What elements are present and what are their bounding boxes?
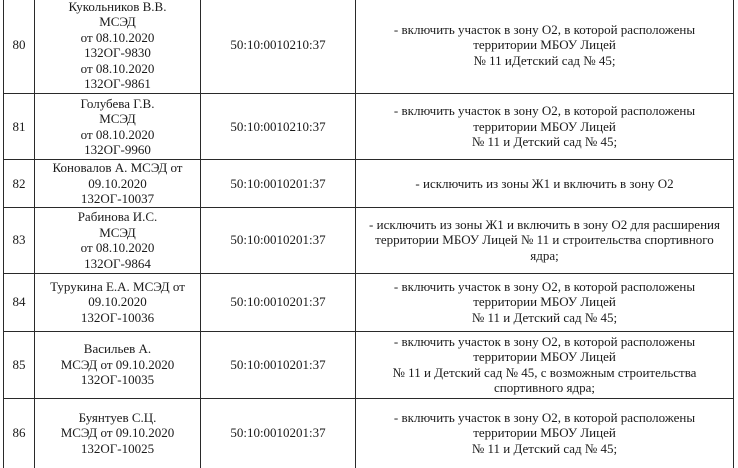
- proposal-line: - включить участок в зону О2, в которой расположены: [393, 103, 696, 119]
- proposal-line: территории МБОУ Лицей: [473, 37, 616, 53]
- row-number: 86: [4, 398, 35, 468]
- proposal-line: - включить участок в зону О2, в которой расположены: [393, 21, 696, 37]
- applicant-line: МСЭД: [99, 111, 136, 126]
- row-number: 82: [4, 160, 35, 208]
- applicant-line: 132ОГ-10036: [80, 309, 155, 325]
- table-row: [4, 398, 734, 468]
- applicant-line: 132ОГ-10035: [80, 372, 155, 388]
- cadastral-number: 50:10:0010201:37: [201, 160, 356, 208]
- proposal-cell: [356, 94, 734, 160]
- row-number: 81: [4, 94, 35, 160]
- proposal-cell: [356, 0, 734, 94]
- applicant-line: Рабинова И.С.: [77, 209, 158, 224]
- proposal-line: - включить участок в зону О2, в которой расположены: [393, 333, 696, 349]
- proposal-line: территории МБОУ Лицей: [473, 294, 616, 310]
- applicant-line: 09.10.2020: [88, 294, 147, 310]
- applicant-line: Коновалов А. МСЭД от: [52, 160, 183, 175]
- applicant-cell: [35, 398, 201, 468]
- applicant-cell: [35, 207, 201, 273]
- table-row: [4, 160, 734, 208]
- proposal-line: № 11 и Детский сад № 45;: [471, 440, 618, 456]
- proposal-line: № 11 и Детский сад № 45;: [471, 134, 618, 150]
- applicant-cell: [35, 94, 201, 160]
- proposal-line: спортивного ядра;: [493, 380, 596, 395]
- applicant-line: 132ОГ-10037: [80, 191, 155, 206]
- applicant-cell: [35, 331, 201, 398]
- table-row: [4, 94, 734, 160]
- table-row: [4, 273, 734, 331]
- applicant-line: Кукольников В.В.: [68, 0, 167, 14]
- proposal-cell: [356, 331, 734, 398]
- table-row: [4, 207, 734, 273]
- cadastral-number: 50:10:0010201:37: [201, 398, 356, 468]
- applicant-line: Буянтуев С.Ц.: [78, 409, 157, 425]
- applicant-line: МСЭД от 09.10.2020: [60, 356, 175, 372]
- proposal-line: территории МБОУ Лицей: [473, 118, 616, 134]
- applicant-line: от 08.10.2020: [80, 60, 155, 76]
- proposal-cell: [356, 398, 734, 468]
- applicant-line: 132ОГ-9960: [84, 142, 151, 157]
- proposal-line: ядра;: [530, 247, 559, 263]
- row-number: 85: [4, 331, 35, 398]
- cadastral-number: 50:10:0010210:37: [201, 94, 356, 160]
- proposal-line: территории МБОУ Лицей: [473, 425, 616, 441]
- applicant-cell: [35, 273, 201, 331]
- applicant-line: МСЭД: [99, 14, 136, 29]
- applicant-line: 132ОГ-10025: [80, 440, 155, 456]
- applicant-line: Васильев А.: [83, 341, 152, 357]
- applicant-line: от 08.10.2020: [80, 240, 155, 255]
- applicant-line: МСЭД от 09.10.2020: [60, 425, 175, 441]
- cadastral-number: 50:10:0010201:37: [201, 207, 356, 273]
- applicant-line: от 08.10.2020: [80, 29, 155, 45]
- proposal-line: - исключить из зоны Ж1 и включить в зону О2: [415, 175, 674, 191]
- applicant-line: от 08.10.2020: [80, 126, 155, 142]
- proposal-cell: [356, 207, 734, 273]
- cadastral-number: 50:10:0010201:37: [201, 331, 356, 398]
- applicant-line: Голубева Г.В.: [80, 95, 155, 111]
- proposal-cell: [356, 160, 734, 208]
- row-number: 80: [4, 0, 35, 94]
- applicant-line: МСЭД: [99, 224, 136, 240]
- applicant-line: 132ОГ-9861: [84, 76, 151, 91]
- proposal-line: № 11 и Детский сад № 45, с возможным строительства: [392, 364, 697, 380]
- proposal-cell: [356, 273, 734, 331]
- proposal-line: - включить участок в зону О2, в которой расположены: [393, 278, 696, 294]
- applicant-line: 132ОГ-9830: [84, 45, 151, 60]
- proposals-table: [3, 0, 734, 468]
- proposal-line: - исключить из зоны Ж1 и включить в зону О2 для расширения: [369, 216, 720, 232]
- applicant-line: 09.10.2020: [88, 175, 147, 191]
- applicant-cell: [35, 160, 201, 208]
- applicant-line: Турукина Е.А. МСЭД от: [50, 278, 185, 294]
- table-row: [4, 0, 734, 94]
- applicant-line: 132ОГ-9864: [84, 255, 151, 271]
- proposal-line: территории МБОУ Лицей № 11 и строительства спортивного: [375, 232, 714, 248]
- cadastral-number: 50:10:0010201:37: [201, 273, 356, 331]
- proposal-line: территории МБОУ Лицей: [473, 349, 616, 364]
- proposal-line: № 11 и Детский сад № 45;: [471, 309, 618, 325]
- proposal-line: - включить участок в зону О2, в которой расположены: [393, 409, 696, 425]
- row-number: 83: [4, 207, 35, 273]
- table-body: [4, 0, 734, 468]
- table-row: [4, 331, 734, 398]
- proposal-line: № 11 иДетский сад № 45;: [473, 52, 616, 68]
- cadastral-number: 50:10:0010210:37: [201, 0, 356, 94]
- row-number: 84: [4, 273, 35, 331]
- applicant-cell: [35, 0, 201, 94]
